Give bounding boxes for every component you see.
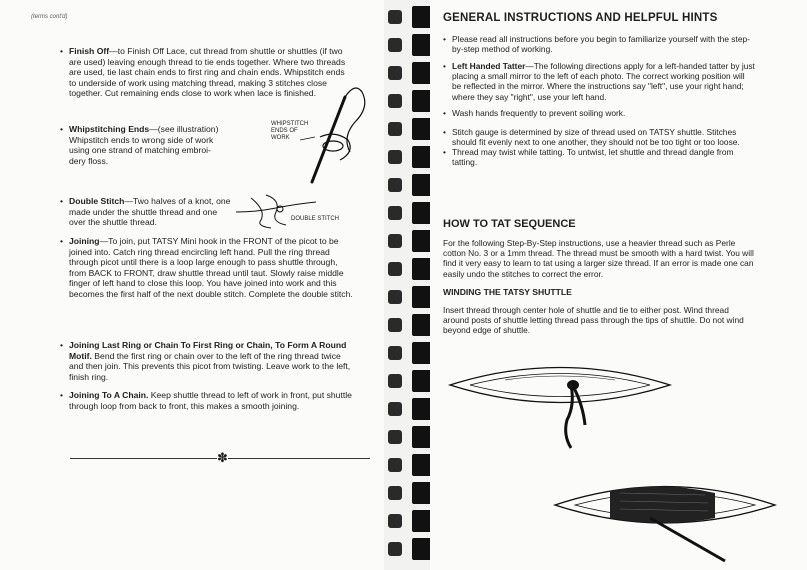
text-line: where they say "right", use your left hand. xyxy=(452,91,607,102)
text-line: and then join. This prevents this picot from twisting. Leave work to the left, xyxy=(69,361,351,372)
text-line: cotton No. 3 or a 1mm thread. The thread must be smooth with a hard twist. You will xyxy=(443,248,754,259)
binding-ring xyxy=(412,538,432,560)
binding-ring xyxy=(412,118,432,140)
whipstitch-figure-label: WHIPSTITCH ENDS OF WORK xyxy=(271,121,309,141)
binding-hole xyxy=(388,402,402,416)
binding-ring xyxy=(412,34,432,56)
shuttle-tied-illustration xyxy=(445,350,675,450)
binding-ring xyxy=(412,314,432,336)
text-line: over the shuttle thread. xyxy=(69,217,157,228)
text-line: using one strand of matching embroi- xyxy=(69,145,211,156)
text-line: through picot until there is a loop large enough to pass shuttle through, xyxy=(69,257,338,268)
text-line: —The following directions apply for a left-handed tatter by just xyxy=(525,61,755,71)
text-line: to underside of work using matching thread, making 3 stitches close xyxy=(69,77,327,88)
text-line: Please read all instructions before you begin to familiarize yourself with the step- xyxy=(452,34,750,44)
binding-hole xyxy=(388,122,402,136)
text-line: from BACK to FRONT, draw shuttle thread until taut. Slowly raise middle xyxy=(69,267,344,278)
binding-ring xyxy=(412,146,432,168)
text-line: Insert thread through center hole of shuttle and tie to either post. Wind thread xyxy=(443,305,729,315)
text-line: joined into. Catch ring thread encircling left hand. Pull the ring thread xyxy=(69,246,330,257)
text-line: are used) leaving enough thread to tie ends together. Where two threads xyxy=(69,56,346,67)
binding-hole xyxy=(388,486,402,500)
flower-ornament-icon: ✽ xyxy=(217,450,228,465)
binding-ring xyxy=(412,6,432,28)
text-line: through loop from back to front, this makes a smooth joining. xyxy=(69,400,300,411)
joining-last-term-cont: Motif. xyxy=(69,350,92,361)
text-line: Thread may twist while tatting. To untwist, let shuttle and thread dangle from xyxy=(452,147,734,157)
whipstitching-term: Whipstitching Ends xyxy=(69,124,150,134)
joining-chain-entry: • Joining To A Chain. Keep shuttle thread to left of work in front, put shuttle through loop from back to front, this makes a smooth joining. xyxy=(60,390,375,411)
text-line: finish ring. xyxy=(69,371,109,382)
binding-ring xyxy=(412,62,432,84)
binding-hole xyxy=(388,206,402,220)
text-line: by-step method of working. xyxy=(452,44,553,55)
text-line: made under the shuttle thread and one xyxy=(69,206,218,217)
joining-last-entry: • Joining Last Ring or Chain To First Ring or Chain, To Form A Round Motif. Bend the first ring or chain over to the left of the ring thread twice and then join. This prevents this picot from twisting. Leave work to the left, finish ring. xyxy=(60,340,375,382)
binding-hole xyxy=(388,10,402,24)
shuttle-wound-illustration xyxy=(550,463,780,563)
text-line: around posts of shuttle letting thread pass through the tips of shuttle. Do not wind xyxy=(443,315,744,326)
text-line: tatting. xyxy=(452,157,478,168)
joining-chain-term: Joining To A Chain. xyxy=(69,390,149,400)
instruction-bullet: • Thread may twist while tatting. To untwist, let shuttle and thread dangle from tatting. xyxy=(443,147,795,167)
text-line: beyond edge of shuttle. xyxy=(443,325,531,336)
general-instructions-heading: GENERAL INSTRUCTIONS AND HELPFUL HINTS xyxy=(443,12,718,24)
how-to-tat-heading: HOW TO TAT SEQUENCE xyxy=(443,218,576,230)
text-line: —To join, put TATSY Mini hook in the FRONT of the picot to be xyxy=(99,236,339,246)
binding-ring xyxy=(412,90,432,112)
binding-ring xyxy=(412,286,432,308)
joining-term: Joining xyxy=(69,236,100,246)
binding-hole xyxy=(388,94,402,108)
text-line: together. Cut remaining ends close to work when lace is finished. xyxy=(69,88,316,99)
binding-hole xyxy=(388,66,402,80)
instruction-bullet: • Stitch gauge is determined by size of thread used on TATSY shuttle. Stitches should fit evenly next to one another, they should not be too tight or too loose. xyxy=(443,127,795,147)
joining-last-term: Joining Last Ring or Chain To First Ring or Chain, To Form A Round xyxy=(69,340,347,350)
binding-hole xyxy=(388,178,402,192)
text-line: Whipstitch ends to wrong side of work xyxy=(69,134,214,145)
whipstitching-entry: • Whipstitching Ends—(see illustration) Whipstitch ends to wrong side of work using one strand of matching embroi- dery floss. xyxy=(60,124,250,166)
binding-hole xyxy=(388,318,402,332)
text-line: find it very easy to learn to tat using a larger size thread. If an error is made one can xyxy=(443,258,754,269)
double-stitch-illustration xyxy=(236,190,316,230)
binding-hole xyxy=(388,290,402,304)
binding-hole xyxy=(388,38,402,52)
text-line: Keep shuttle thread to left of work in front, put shuttle xyxy=(148,390,352,400)
instruction-bullet: • Left Handed Tatter—The following directions apply for a left-handed tatter by just placing a small mirror to the left of each photo. The correct working position will be reflected in the mirror. Where the instructions say "left", use your right hand; where they say "right", use your left hand. xyxy=(443,61,795,102)
text-line: Stitch gauge is determined by size of thread used on TATSY shuttle. Stitches xyxy=(452,127,737,137)
text-line: Wash hands frequently to prevent soiling work. xyxy=(452,108,626,118)
binding-hole xyxy=(388,346,402,360)
text-line: easily undo the stitches to correct the error. xyxy=(443,268,604,279)
text-line: —Two halves of a knot, one xyxy=(124,196,231,206)
binding-ring xyxy=(412,202,432,224)
text-line: —(see illustration) xyxy=(149,124,219,134)
binding-ring xyxy=(412,482,432,504)
winding-paragraph xyxy=(443,305,795,336)
binding-ring xyxy=(412,342,432,364)
text-line: are used, tie last chain ends to first ring and chain ends. Whipstitch ends xyxy=(69,67,345,78)
text-line: finger of left hand to close this loop. You have joined into work and this xyxy=(69,278,337,289)
left-handed-tatter-term: Left Handed Tatter xyxy=(452,61,526,71)
binding-ring xyxy=(412,370,432,392)
binding-hole xyxy=(388,430,402,444)
text-line: dery floss. xyxy=(69,155,109,166)
binding-ring xyxy=(412,454,432,476)
text-line: should fit evenly next to one another, they should not be too tight or too loose. xyxy=(452,137,740,148)
double-stitch-term: Double Stitch xyxy=(69,196,125,206)
sequence-paragraph xyxy=(443,238,795,279)
page-header-tag: (terms cont'd) xyxy=(31,14,68,20)
binding-ring xyxy=(412,230,432,252)
whipstitch-illustration xyxy=(300,82,375,192)
binding-ring xyxy=(412,258,432,280)
binding-hole xyxy=(388,458,402,472)
binding-ring xyxy=(412,398,432,420)
text-line: becomes the first half of the next double stitch. Complete the double stitch. xyxy=(69,288,353,299)
joining-entry: • Joining—To join, put TATSY Mini hook in the FRONT of the picot to be joined into. Catch ring thread encircling left hand. Pull the ring thread through picot until there is a loop large enough to pass shuttle through, from BACK to FRONT, draw shuttle thread until taut. Slowly raise middle finger of left hand to close this loop. You have joined into work and this becomes the first half of the next double stitch. Complete the double stitch. xyxy=(60,236,375,300)
binding-hole xyxy=(388,150,402,164)
text-line: be reflected in the mirror. Where the instructions say "left", use your right hand; xyxy=(452,81,744,92)
binding-hole xyxy=(388,374,402,388)
binding-ring xyxy=(412,174,432,196)
instruction-bullet: • Wash hands frequently to prevent soiling work. xyxy=(443,108,626,118)
left-page xyxy=(0,0,384,570)
finish-off-term: Finish Off xyxy=(69,46,110,56)
double-stitch-figure-label: DOUBLE STITCH xyxy=(291,216,340,222)
binding-ring xyxy=(412,510,432,532)
text-line: Bend the first ring or chain over to the left of the ring thread twice xyxy=(91,350,341,361)
binding-hole xyxy=(388,234,402,248)
binding-hole xyxy=(388,542,402,556)
text-line: placing a small mirror to the left of each photo. The correct working position will xyxy=(452,71,745,82)
instruction-bullet: • Please read all instructions before you begin to familiarize yourself with the step- by-step method of working. xyxy=(443,34,793,54)
binding-hole xyxy=(388,262,402,276)
double-stitch-entry: • Double Stitch—Two halves of a knot, one made under the shuttle thread and one over the shuttle thread. xyxy=(60,196,260,228)
binding-ring xyxy=(412,426,432,448)
text-line: For the following Step-By-Step instructions, use a heavier thread such as Perle xyxy=(443,238,736,248)
winding-shuttle-heading: WINDING THE TATSY SHUTTLE xyxy=(443,287,572,297)
finish-off-entry: • Finish Off—to Finish Off Lace, cut thread from shuttle or shuttles (if two are used) leaving enough thread to tie ends together. Where two threads are used, tie last chain ends to first ring and chain ends. Whipstitch ends to underside of work using matching thread, making 3 stitches close together. Cut remaining ends close to work when lace is finished. xyxy=(60,46,370,99)
binding-hole xyxy=(388,514,402,528)
text-line: —to Finish Off Lace, cut thread from shuttle or shuttles (if two xyxy=(109,46,343,56)
